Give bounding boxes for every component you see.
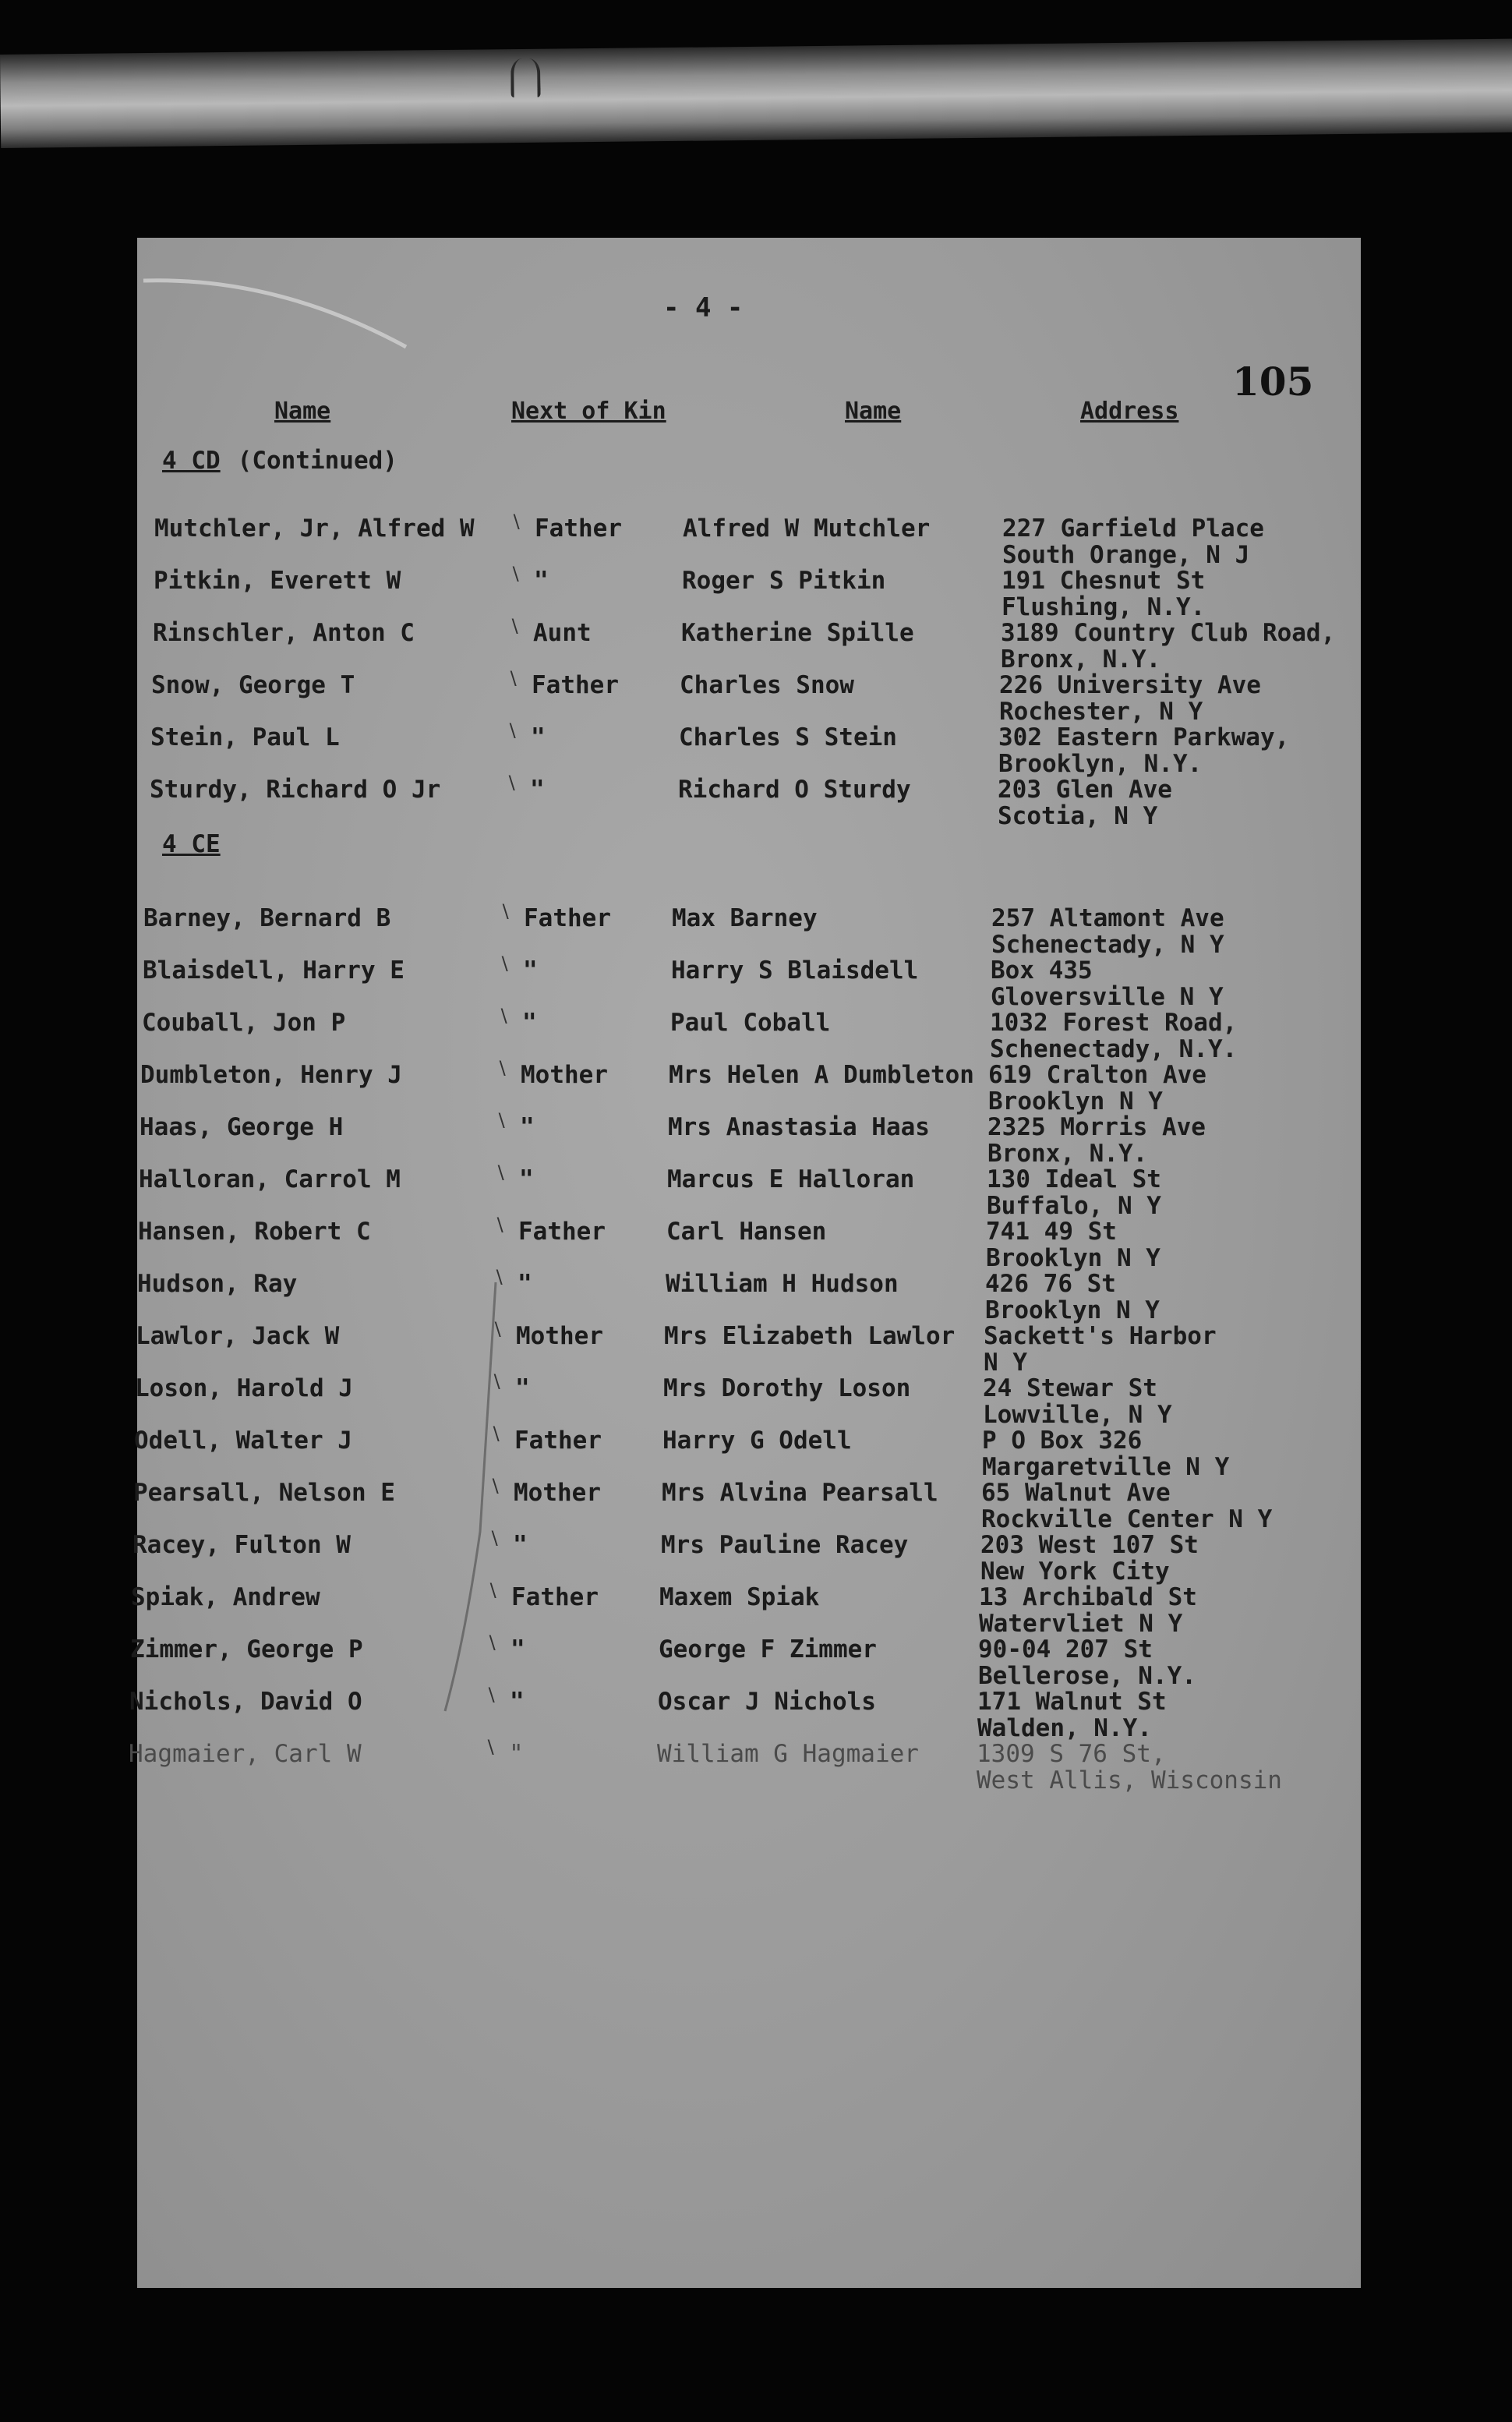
entry-name: Blaisdell, Harry E xyxy=(143,956,404,985)
kin-name: William G Hagmaier xyxy=(657,1740,919,1768)
address-line: Lowville, N Y xyxy=(983,1401,1172,1429)
check-mark: ∖ xyxy=(507,668,519,690)
kin-name: Katherine Spille xyxy=(681,619,914,647)
kin-name: Carl Hansen xyxy=(666,1218,827,1246)
kin-name: Maxem Spiak xyxy=(659,1583,820,1611)
address-line: Sackett's Harbor xyxy=(984,1322,1217,1350)
check-mark: ∖ xyxy=(509,564,521,585)
entry-name: Haas, George H xyxy=(140,1113,344,1141)
check-mark: ∖ xyxy=(489,1476,501,1497)
kin-name: Mrs Alvina Pearsall xyxy=(662,1479,938,1507)
kin-name: Marcus E Halloran xyxy=(667,1165,915,1193)
entry-name: Pearsall, Nelson E xyxy=(133,1479,395,1507)
header-name: Name xyxy=(274,398,331,425)
address-line: 90-04 207 St xyxy=(978,1635,1153,1664)
header-address: Address xyxy=(1080,398,1179,425)
kin-name: George F Zimmer xyxy=(659,1635,877,1664)
next-of-kin: " xyxy=(519,1165,534,1193)
address-line: 1309 S 76 St, xyxy=(977,1740,1166,1768)
entry-name: Lawlor, Jack W xyxy=(136,1322,340,1350)
address-line: 3189 Country Club Road, xyxy=(1001,619,1336,647)
check-mark: ∖ xyxy=(510,511,522,533)
kin-name: Mrs Anastasia Haas xyxy=(668,1113,930,1141)
address-line: Margaretville N Y xyxy=(982,1453,1230,1481)
address-line: 741 49 St xyxy=(986,1218,1117,1246)
kin-name: Mrs Pauline Racey xyxy=(661,1531,909,1559)
next-of-kin: " xyxy=(510,1635,525,1664)
page-number: - 4 - xyxy=(663,292,744,324)
address-line: 171 Walnut St xyxy=(977,1688,1167,1716)
entry-name: Barney, Bernard B xyxy=(143,904,391,932)
check-mark: ∖ xyxy=(506,720,518,742)
next-of-kin: " xyxy=(509,1740,524,1768)
entry-name: Odell, Walter J xyxy=(134,1427,352,1455)
address-line: 65 Walnut Ave xyxy=(981,1479,1171,1507)
entry-name: Couball, Jon P xyxy=(142,1009,346,1037)
page-stamp: 105 xyxy=(1232,359,1314,405)
check-mark: ∖ xyxy=(490,1371,503,1393)
entry-name: Loson, Harold J xyxy=(135,1374,353,1402)
check-mark: ∖ xyxy=(498,953,510,975)
next-of-kin: Father xyxy=(511,1583,599,1611)
address-line: 203 Glen Ave xyxy=(998,776,1172,804)
next-of-kin: " xyxy=(531,723,546,751)
next-of-kin: Father xyxy=(514,1427,602,1455)
next-of-kin: " xyxy=(510,1688,525,1716)
section-heading xyxy=(162,830,221,858)
address-line: 302 Eastern Parkway, xyxy=(998,723,1290,751)
address-line: Schenectady, N Y xyxy=(991,931,1224,959)
kin-name: Harry G Odell xyxy=(662,1427,852,1455)
kin-name: Max Barney xyxy=(672,904,818,932)
address-line: 130 Ideal St xyxy=(987,1165,1161,1193)
address-line: Buffalo, N Y xyxy=(987,1192,1161,1220)
address-line: 2325 Morris Ave xyxy=(987,1113,1206,1141)
kin-name: Mrs Helen A Dumbleton xyxy=(669,1061,974,1089)
entry-name: Nichols, David O xyxy=(129,1688,362,1716)
kin-name: Richard O Sturdy xyxy=(678,776,911,804)
next-of-kin: Father xyxy=(535,514,622,543)
address-line: N Y xyxy=(984,1349,1027,1377)
check-mark: ∖ xyxy=(488,1528,500,1550)
header-kin-name: Name xyxy=(845,398,902,425)
address-line: Bronx, N.Y. xyxy=(1001,645,1161,674)
entry-name: Halloran, Carrol M xyxy=(139,1165,401,1193)
kin-name: Oscar J Nichols xyxy=(658,1688,876,1716)
address-line: 24 Stewar St xyxy=(983,1374,1157,1402)
entry-name: Dumbleton, Henry J xyxy=(140,1061,402,1089)
address-line: Walden, N.Y. xyxy=(977,1714,1152,1742)
check-mark: ∖ xyxy=(491,1319,503,1341)
check-mark: ∖ xyxy=(495,1110,507,1132)
address-line: Rochester, N Y xyxy=(999,698,1203,726)
section-heading xyxy=(162,447,397,475)
entry-name: Hudson, Ray xyxy=(137,1270,298,1298)
check-mark: ∖ xyxy=(499,901,511,923)
address-line: 226 University Ave xyxy=(999,671,1261,699)
check-mark: ∖ xyxy=(489,1423,502,1445)
next-of-kin: " xyxy=(522,1009,537,1037)
address-line: Brooklyn N Y xyxy=(988,1087,1163,1116)
entry-name: Racey, Fulton W xyxy=(132,1531,351,1559)
kin-name: Alfred W Mutchler xyxy=(683,514,931,543)
address-line: Brooklyn N Y xyxy=(986,1244,1160,1272)
address-line: 1032 Forest Road, xyxy=(990,1009,1238,1037)
address-line: Schenectady, N.Y. xyxy=(990,1035,1238,1063)
check-mark: ∖ xyxy=(496,1058,508,1080)
next-of-kin: " xyxy=(520,1113,535,1141)
address-line: P O Box 326 xyxy=(982,1427,1143,1455)
kin-name: Harry S Blaisdell xyxy=(671,956,919,985)
address-line: 426 76 St xyxy=(985,1270,1116,1298)
address-line: Bronx, N.Y. xyxy=(987,1140,1148,1168)
next-of-kin: Father xyxy=(532,671,619,699)
address-line: 257 Altamont Ave xyxy=(991,904,1224,932)
address-line: Watervliet N Y xyxy=(979,1610,1183,1638)
kin-name: Charles S Stein xyxy=(679,723,897,751)
check-mark: ∖ xyxy=(486,1580,499,1602)
check-mark: ∖ xyxy=(493,1267,505,1289)
address-line: New York City xyxy=(980,1558,1170,1586)
kin-name: William H Hudson xyxy=(666,1270,899,1298)
address-line: 13 Archibald St xyxy=(979,1583,1197,1611)
address-line: Gloversville N Y xyxy=(991,983,1224,1011)
address-line: 191 Chesnut St xyxy=(1002,567,1206,595)
address-line: Brooklyn N Y xyxy=(985,1296,1160,1324)
next-of-kin: Mother xyxy=(516,1322,603,1350)
address-line: Bellerose, N.Y. xyxy=(978,1662,1196,1690)
header-next-of-kin: Next of Kin xyxy=(511,398,666,425)
check-mark: ∖ xyxy=(497,1006,510,1027)
address-line: South Orange, N J xyxy=(1002,541,1250,569)
entry-name: Rinschler, Anton C xyxy=(153,619,415,647)
address-line: Rockville Center N Y xyxy=(981,1505,1273,1533)
next-of-kin: " xyxy=(523,956,538,985)
check-mark: ∖ xyxy=(484,1737,496,1759)
check-mark: ∖ xyxy=(485,1685,497,1706)
entry-name: Mutchler, Jr, Alfred W xyxy=(154,514,475,543)
address-line: 203 West 107 St xyxy=(980,1531,1199,1559)
kin-name: Paul Coball xyxy=(670,1009,831,1037)
section-suffix: (Continued) xyxy=(237,447,397,475)
kin-name: Roger S Pitkin xyxy=(682,567,886,595)
entry-name: Zimmer, George P xyxy=(130,1635,363,1664)
entry-name: Snow, George T xyxy=(151,671,355,699)
entry-name: Pitkin, Everett W xyxy=(154,567,401,595)
kin-name: Mrs Elizabeth Lawlor xyxy=(664,1322,956,1350)
address-line: West Allis, Wisconsin xyxy=(977,1766,1282,1794)
next-of-kin: Father xyxy=(518,1218,606,1246)
kin-name: Mrs Dorothy Loson xyxy=(663,1374,911,1402)
next-of-kin: " xyxy=(534,567,549,595)
entry-name: Hagmaier, Carl W xyxy=(129,1740,362,1768)
section-label: 4 CD xyxy=(162,447,221,475)
address-line: 619 Cralton Ave xyxy=(988,1061,1206,1089)
address-line: 227 Garfield Place xyxy=(1002,514,1264,543)
film-strip xyxy=(0,39,1512,148)
entry-name: Sturdy, Richard O Jr xyxy=(150,776,441,804)
address-line: Scotia, N Y xyxy=(998,802,1158,830)
entry-name: Hansen, Robert C xyxy=(138,1218,371,1246)
address-line: Brooklyn, N.Y. xyxy=(998,750,1203,778)
next-of-kin: Father xyxy=(524,904,611,932)
next-of-kin: " xyxy=(513,1531,528,1559)
kin-name: Charles Snow xyxy=(680,671,854,699)
entry-name: Spiak, Andrew xyxy=(131,1583,320,1611)
document-page xyxy=(129,238,1361,2288)
entry-name: Stein, Paul L xyxy=(150,723,340,751)
check-mark: ∖ xyxy=(508,616,521,638)
section-label: 4 CE xyxy=(162,830,221,858)
address-line: Flushing, N.Y. xyxy=(1002,593,1206,621)
strip-mark xyxy=(510,58,541,97)
next-of-kin: " xyxy=(518,1270,532,1298)
next-of-kin: " xyxy=(530,776,545,804)
check-mark: ∖ xyxy=(505,773,518,794)
next-of-kin: Mother xyxy=(514,1479,601,1507)
next-of-kin: " xyxy=(515,1374,530,1402)
check-mark: ∖ xyxy=(494,1162,507,1184)
address-line: Box 435 xyxy=(991,956,1093,985)
next-of-kin: Aunt xyxy=(533,619,592,647)
next-of-kin: Mother xyxy=(521,1061,608,1089)
check-mark: ∖ xyxy=(493,1215,506,1236)
check-mark: ∖ xyxy=(486,1632,498,1654)
